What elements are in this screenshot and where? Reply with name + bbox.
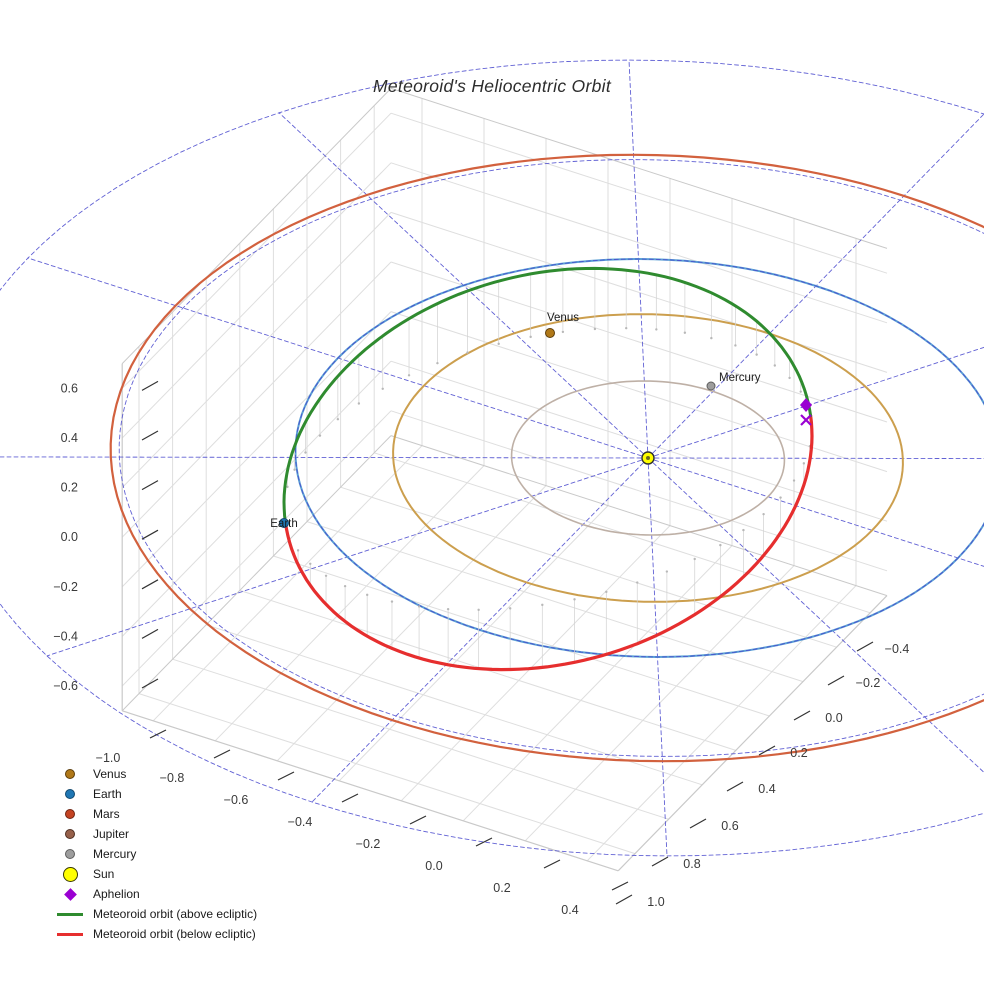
legend-item-sun <box>55 864 257 884</box>
legend-item-orbit-above <box>55 904 257 924</box>
legend-label: Meteoroid orbit (above ecliptic) <box>93 907 258 921</box>
legend-label: Mercury <box>93 847 137 861</box>
svg-text:−0.2: −0.2 <box>855 676 881 690</box>
svg-text:−1.0: −1.0 <box>95 751 121 765</box>
svg-text:0.6: 0.6 <box>721 819 739 833</box>
legend-label: Aphelion <box>93 887 140 901</box>
legend-label: Mars <box>93 807 120 821</box>
legend-item-aphelion <box>55 884 257 904</box>
chart-title: Meteoroid's Heliocentric Orbit <box>373 76 611 96</box>
svg-text:0.2: 0.2 <box>493 881 511 895</box>
red-line-icon <box>55 933 85 936</box>
legend-label: Jupiter <box>93 827 130 841</box>
svg-text:0.6: 0.6 <box>60 381 78 396</box>
legend-label: Venus <box>93 767 127 781</box>
svg-text:−0.6: −0.6 <box>223 793 249 807</box>
legend-label: Meteoroid orbit (below ecliptic) <box>93 927 256 941</box>
svg-text:1.0: 1.0 <box>647 895 665 909</box>
legend-item-venus <box>55 764 257 784</box>
svg-text:0.0: 0.0 <box>825 711 843 725</box>
svg-text:0.0: 0.0 <box>60 530 78 545</box>
svg-text:Mercury: Mercury <box>719 372 761 384</box>
legend-item-mars <box>55 804 257 824</box>
green-line-icon <box>55 913 85 916</box>
legend-item-mercury <box>55 844 257 864</box>
svg-text:−0.4: −0.4 <box>53 629 78 644</box>
mercury-marker-icon <box>55 849 85 859</box>
svg-text:0.2: 0.2 <box>790 746 808 760</box>
legend-item-jupiter <box>55 824 257 844</box>
svg-text:−0.2: −0.2 <box>355 837 381 851</box>
earth-marker-icon <box>55 789 85 799</box>
svg-text:−0.4: −0.4 <box>287 815 313 829</box>
sun-marker-icon <box>55 867 85 882</box>
legend <box>55 764 257 944</box>
svg-text:0.2: 0.2 <box>60 480 78 495</box>
jupiter-marker-icon <box>55 829 85 839</box>
svg-text:−0.6: −0.6 <box>53 679 78 693</box>
venus-marker-icon <box>55 769 85 779</box>
svg-text:0.0: 0.0 <box>425 859 443 873</box>
legend-label: Sun <box>93 867 115 881</box>
svg-text:−0.4: −0.4 <box>884 642 910 656</box>
svg-text:0.8: 0.8 <box>683 857 701 871</box>
svg-text:0.4: 0.4 <box>60 431 78 445</box>
svg-text:−0.2: −0.2 <box>53 579 78 594</box>
legend-item-earth <box>55 784 257 804</box>
mars-marker-icon <box>55 809 85 819</box>
svg-text:Earth: Earth <box>270 518 298 530</box>
svg-text:Venus: Venus <box>547 312 579 324</box>
aphelion-diamond-icon <box>55 890 85 899</box>
legend-item-orbit-below <box>55 924 257 944</box>
svg-text:−0.8: −0.8 <box>159 771 185 785</box>
svg-text:0.4: 0.4 <box>758 782 776 796</box>
legend-label: Earth <box>93 787 122 801</box>
svg-text:0.4: 0.4 <box>561 903 579 917</box>
